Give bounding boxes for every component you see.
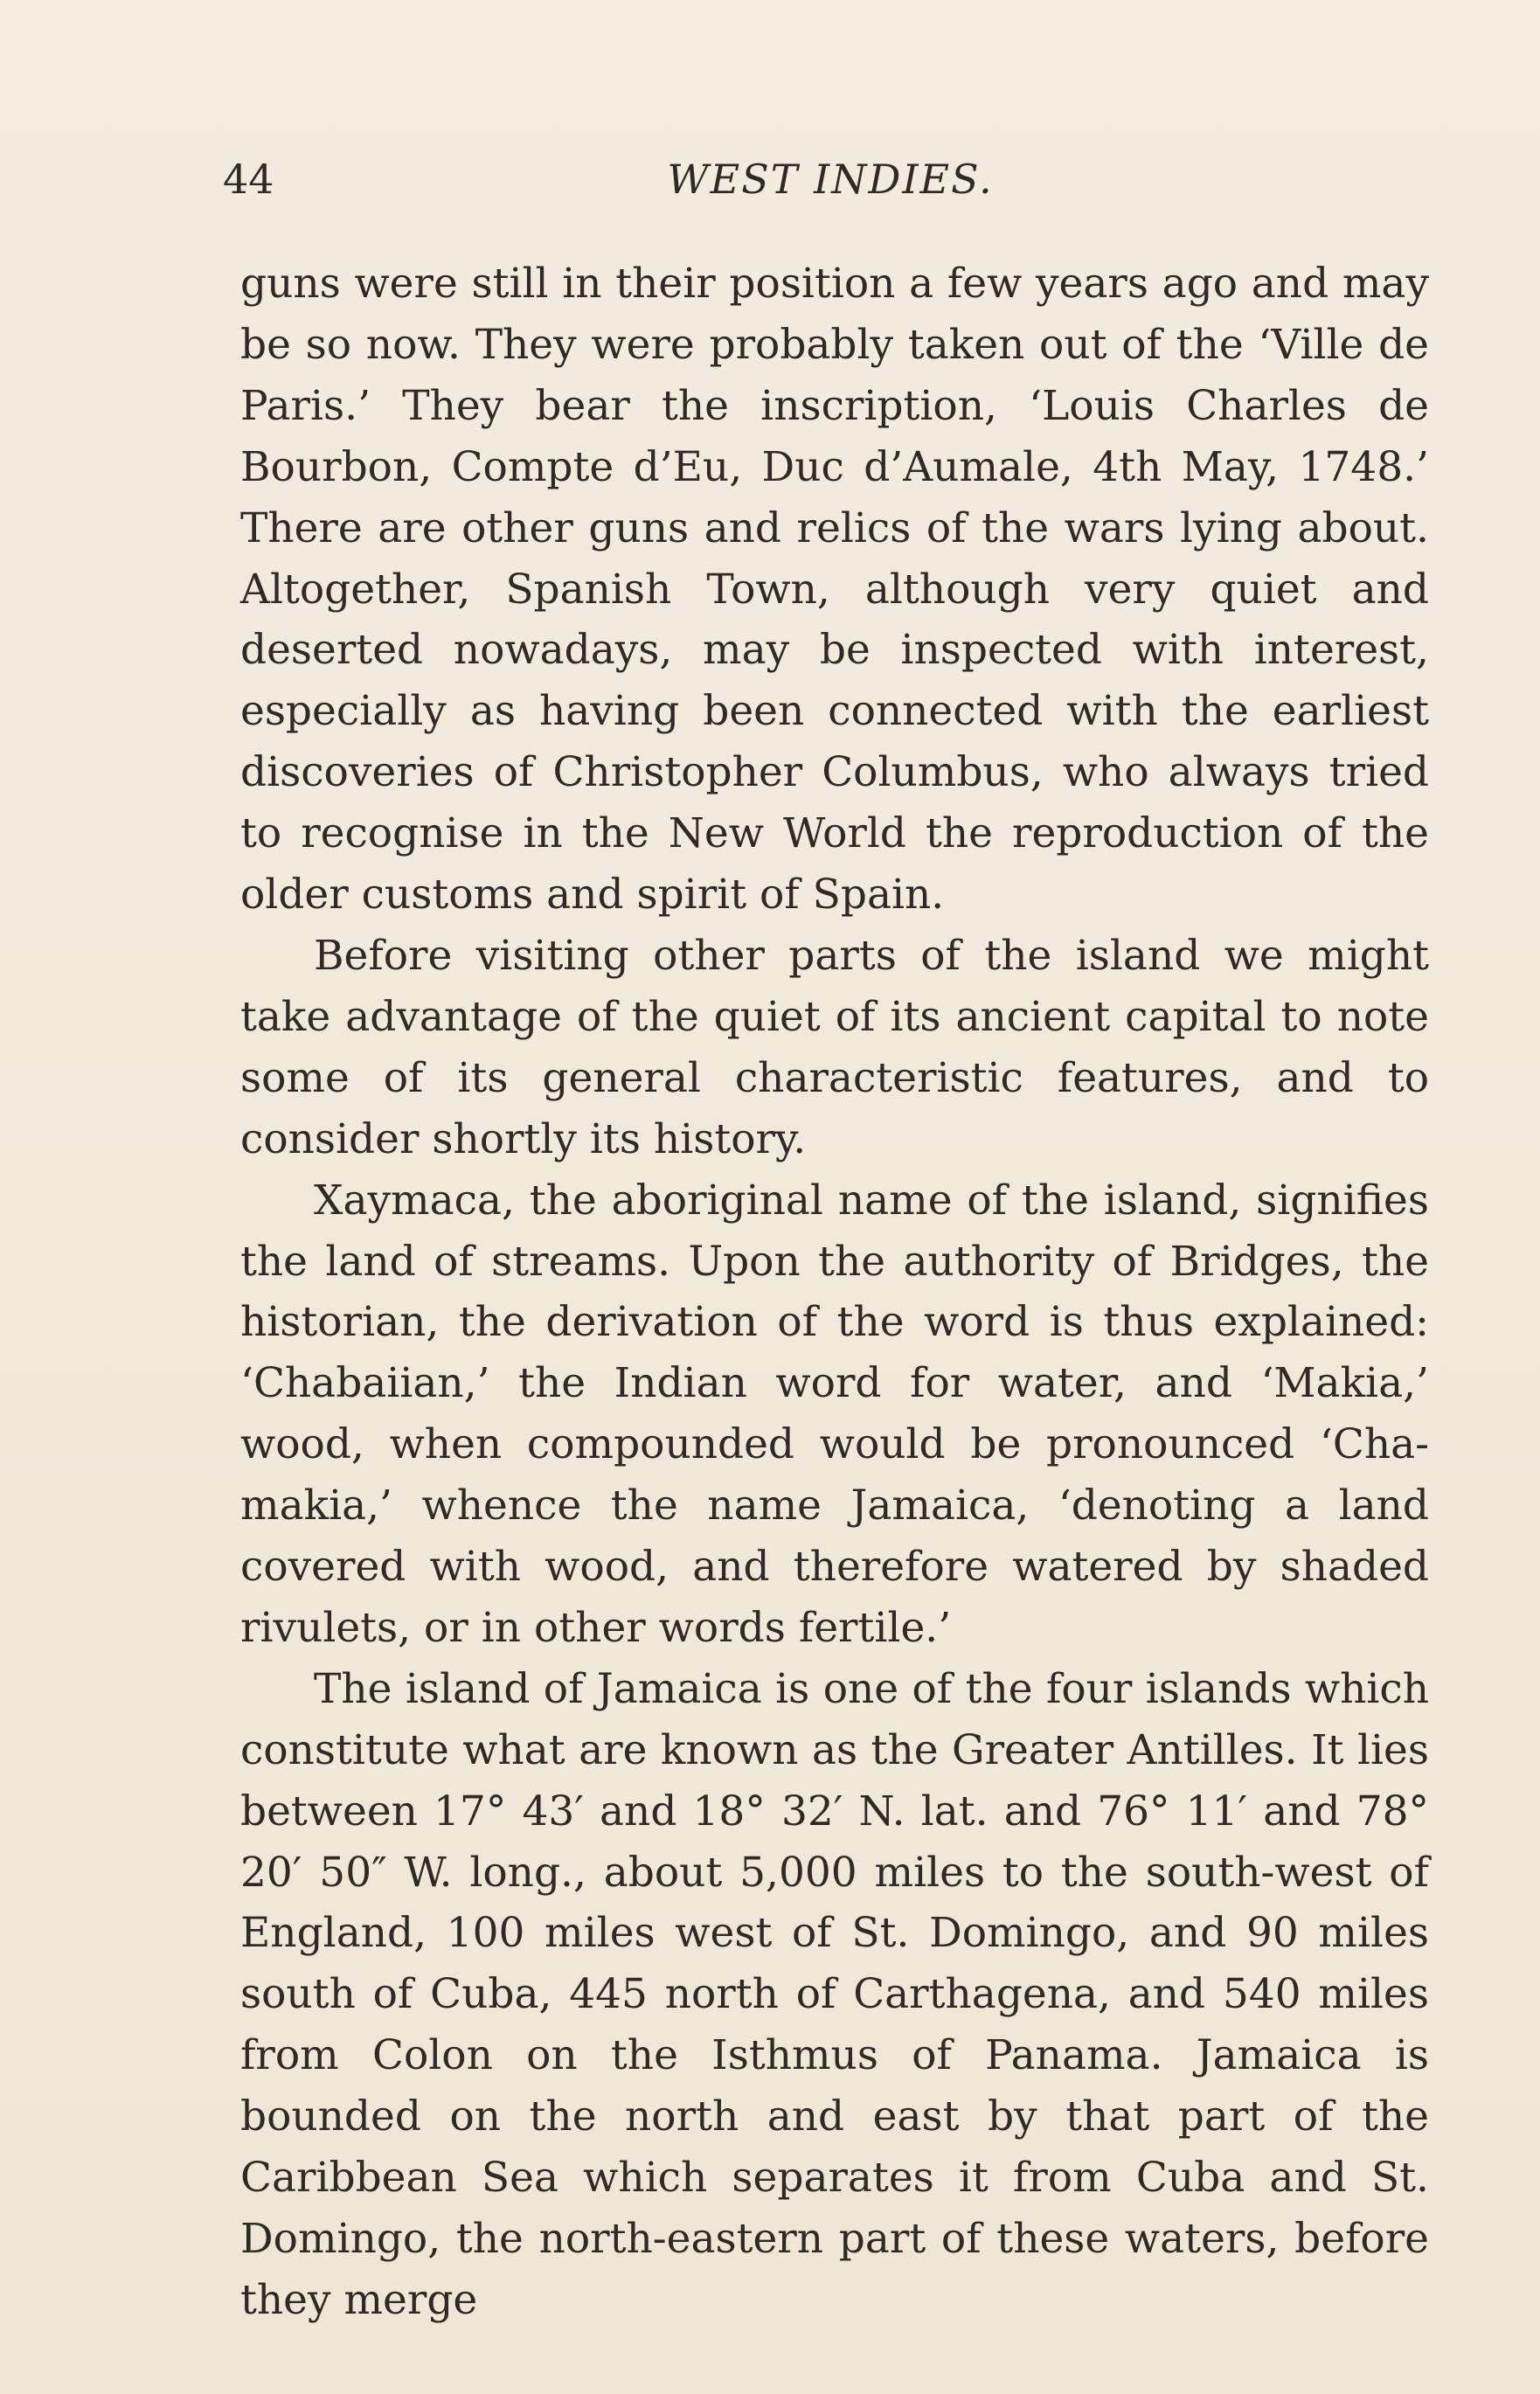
paragraph-jamaica-geography: The island of Jamaica is one of the four islands which constitute what are known as the Greater Antilles. It lies between 17° 43′ and 18° 32′ N. lat. and 76° 11′ and 78° 20′ 50″ W. long., about 5,000 miles to the south-west of England, 100 miles west of St. Domingo, and 90 miles south of Cuba, 445 north of Carthagena, and 540 miles from Colon on the Isthmus of Panama. Jamaica is bounded on the north and east by that part of the Caribbean Sea which separates it from Cuba and St. Domingo, the north-eastern part of these waters, before they merge [240, 1664, 1429, 2324]
page-number: 44 [223, 156, 274, 203]
paragraph-xaymaca: Xaymaca, the aboriginal name of the island, signifies the land of streams. Upon the authority of Bridges, the historian, the derivation of the word is thus explained: ‘Chabaiian,’ the Indian word for water, and ‘Makia,’ wood, when compounded would be pronounced ‘Cha-makia,’ whence the name Jamaica, ‘denoting a land covered with wood, and therefore watered by shaded rivulets, or in other words fertile.’ [240, 1176, 1429, 1652]
running-title: WEST INDIES. [667, 156, 994, 203]
paragraph-continuation: guns were still in their position a few years ago and may be so now. They were probably taken out of the ‘Ville de Paris.’ They bear the inscription, ‘Louis Charles de Bourbon, Compte d’Eu, Duc d’Aumale, 4th May, 1748.’ There are other guns and relics of the wars lying about. Altogether, Spanish Town, although very quiet and deserted nowadays, may be inspected with interest, especially as having been connected with the earliest discoveries of Christopher Columbus, who always tried to recognise in the New World the reproduction of the older customs and spirit of Spain. [240, 260, 1429, 919]
paragraph-before-visiting: Before visiting other parts of the island we might take advantage of the quiet of its ancient capital to note some of its general characteristic features, and to consider shortly its history. [240, 931, 1429, 1163]
running-head [223, 149, 1429, 210]
body-text [240, 253, 1429, 2331]
